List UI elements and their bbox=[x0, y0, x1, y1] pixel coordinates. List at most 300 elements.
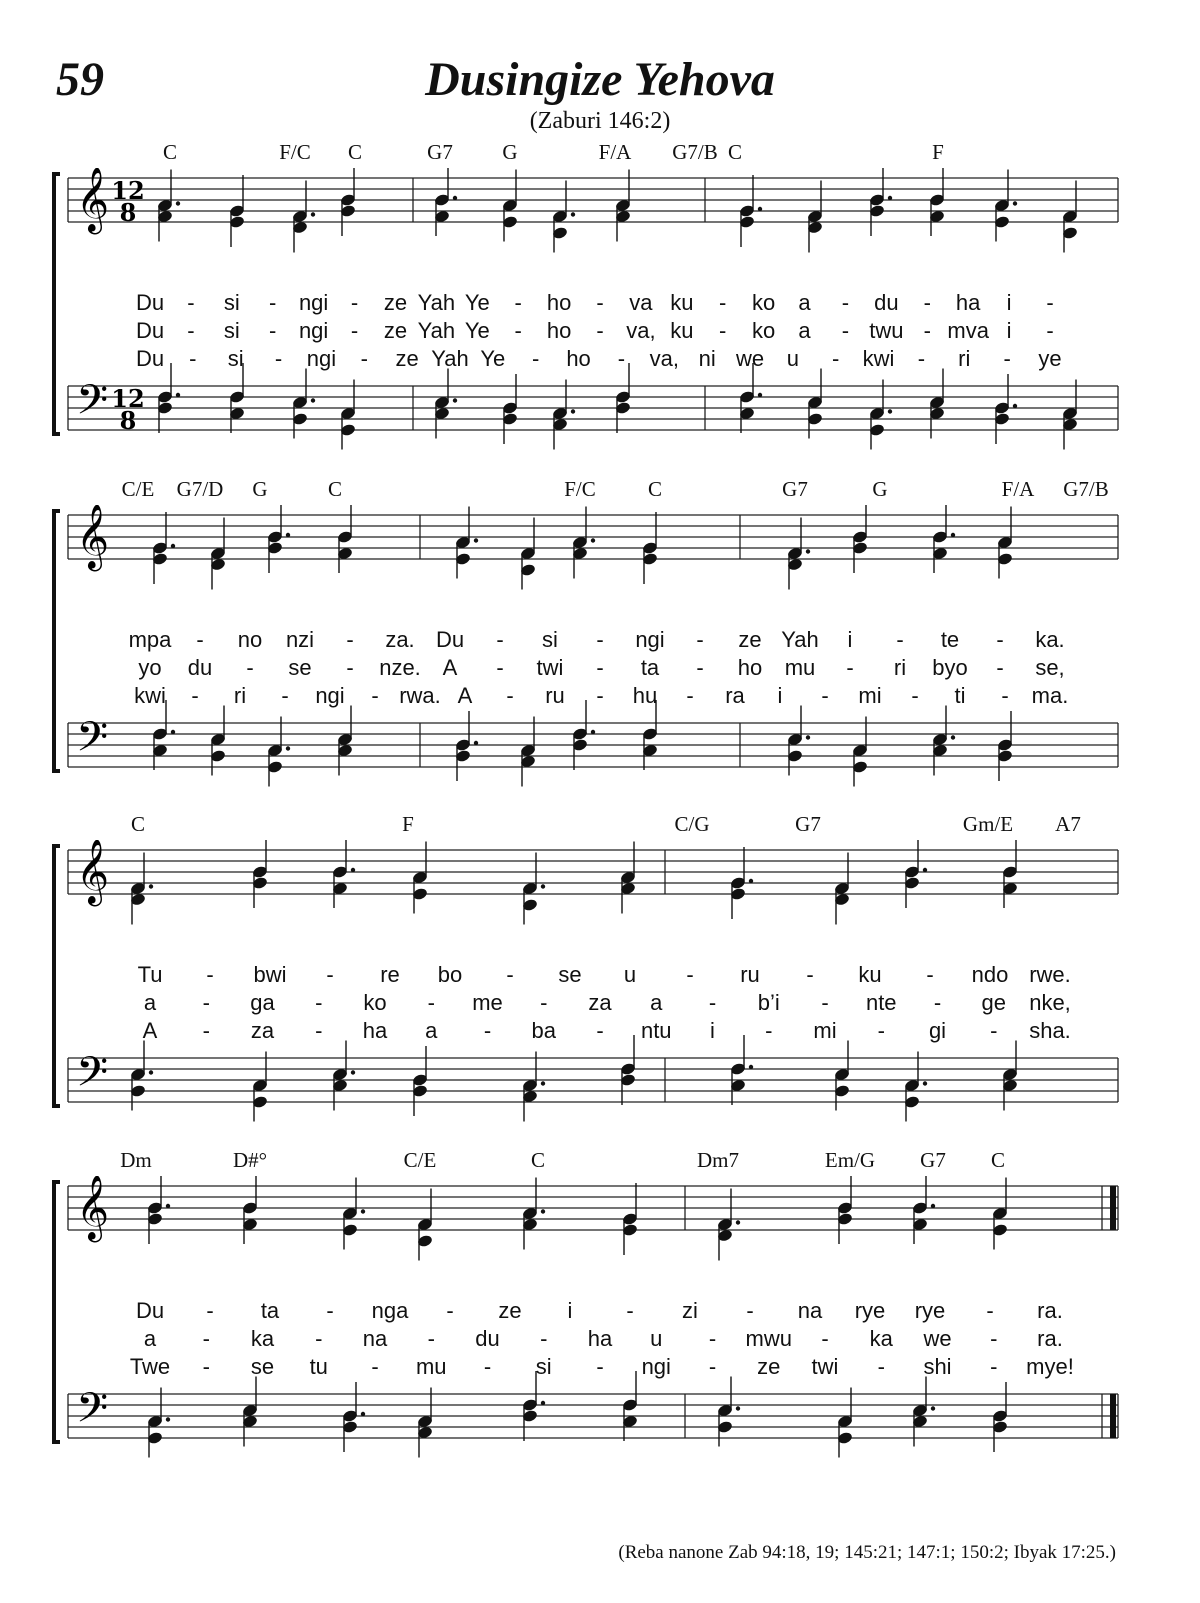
lyric-syllable: ko bbox=[752, 290, 776, 315]
bass-clef: 𝄢 bbox=[76, 1048, 109, 1106]
hyphen: - bbox=[877, 1354, 885, 1379]
chord-symbol: Gm/E bbox=[962, 812, 1014, 836]
lyric-syllable: Yah bbox=[431, 346, 469, 371]
lyric-syllable: ge bbox=[981, 990, 1006, 1015]
treble-clef: 𝄞 bbox=[76, 168, 110, 232]
hyphen: - bbox=[315, 1326, 323, 1351]
augmentation-dot bbox=[166, 1204, 170, 1208]
augmentation-dot bbox=[888, 196, 892, 200]
bass-clef: 𝄢 bbox=[76, 376, 109, 434]
hyphen: - bbox=[821, 683, 829, 708]
hyphen: - bbox=[923, 290, 931, 315]
hyphen: - bbox=[596, 683, 604, 708]
treble-clef: 𝄞 bbox=[76, 840, 110, 904]
lyric-syllable: u bbox=[623, 962, 637, 987]
lyric-syllable: ra. bbox=[1037, 1326, 1063, 1351]
lyric-syllable: sha. bbox=[1029, 1018, 1071, 1043]
hyphen: - bbox=[806, 962, 814, 987]
lyric-syllable: za. bbox=[385, 627, 415, 652]
hyphen: - bbox=[719, 318, 727, 343]
lyric-syllable: twu bbox=[869, 318, 904, 343]
augmentation-dot bbox=[1013, 404, 1017, 408]
hyphen: - bbox=[196, 627, 204, 652]
lyric-syllable: ri bbox=[233, 683, 247, 708]
hyphen: - bbox=[596, 318, 604, 343]
hyphen: - bbox=[923, 318, 931, 343]
augmentation-dot bbox=[1013, 201, 1017, 205]
lyric-syllable: va, bbox=[626, 318, 656, 343]
lyric-syllable: za bbox=[588, 990, 612, 1015]
lyric-syllable: ma. bbox=[1031, 683, 1069, 708]
chord-symbol: G bbox=[502, 140, 518, 164]
augmentation-dot bbox=[311, 212, 315, 216]
hyphen: - bbox=[877, 1018, 885, 1043]
time-signature-bottom: 8 bbox=[119, 198, 137, 227]
lyric-syllable: ze bbox=[738, 627, 762, 652]
chord-symbol: C bbox=[162, 140, 178, 164]
lyric-syllable: a bbox=[798, 318, 811, 343]
verse-line-3 bbox=[50, 1354, 1120, 1382]
lyric-syllable: Ye bbox=[480, 346, 506, 371]
lyric-syllable: mwu bbox=[745, 1326, 792, 1351]
lyric-syllable: re bbox=[380, 962, 400, 987]
hyphen: - bbox=[990, 1354, 998, 1379]
lyric-syllable: ze bbox=[498, 1298, 522, 1323]
chord-symbol: C bbox=[130, 812, 146, 836]
hyphen: - bbox=[933, 990, 942, 1015]
lyric-syllable: ze bbox=[383, 318, 408, 343]
hyphen: - bbox=[496, 627, 504, 652]
hyphen: - bbox=[483, 1354, 492, 1379]
hyphen: - bbox=[626, 1298, 634, 1323]
chord-symbol: G bbox=[252, 477, 268, 501]
chord-symbol: Dm7 bbox=[697, 1148, 739, 1172]
lyric-syllable: we bbox=[735, 346, 765, 371]
music-system-2 bbox=[50, 477, 1120, 807]
hyphen: - bbox=[506, 962, 514, 987]
lyric-syllable: mpa bbox=[128, 627, 172, 652]
verse-line-3 bbox=[50, 683, 1120, 711]
lyric-syllable: si bbox=[227, 346, 244, 371]
augmentation-dot bbox=[453, 398, 457, 402]
time-signature-bottom: 8 bbox=[119, 406, 137, 435]
lyric-syllable: rye bbox=[914, 1298, 946, 1323]
hyphen: - bbox=[427, 1326, 435, 1351]
chord-symbol: C bbox=[347, 140, 363, 164]
lyric-syllable: ka bbox=[869, 1326, 893, 1351]
hyphen: - bbox=[596, 627, 604, 652]
lyric-syllable: ngi bbox=[306, 346, 337, 371]
lyric-syllable: bo bbox=[437, 962, 463, 987]
augmentation-dot bbox=[931, 1204, 935, 1208]
hyphen: - bbox=[596, 1354, 604, 1379]
lyric-syllable: ngi bbox=[298, 318, 329, 343]
lyric-syllable: ngi bbox=[641, 1354, 671, 1379]
verse-line-3 bbox=[50, 346, 1120, 374]
lyric-syllable: ra. bbox=[1037, 1298, 1063, 1323]
augmentation-dot bbox=[176, 393, 180, 397]
hyphen: - bbox=[746, 1298, 754, 1323]
lyric-syllable: A bbox=[142, 1018, 158, 1043]
lyric-syllable: Twe bbox=[129, 1354, 171, 1379]
hyphen: - bbox=[596, 655, 604, 680]
augmentation-dot bbox=[951, 533, 955, 537]
augmentation-dot bbox=[286, 533, 290, 537]
hyphen: - bbox=[206, 962, 214, 987]
chord-symbol: G7 bbox=[782, 477, 808, 501]
lyric-syllable: ni bbox=[698, 346, 716, 371]
lyric-syllable: Du bbox=[135, 346, 165, 371]
hyphen: - bbox=[514, 290, 522, 315]
chord-symbol: C bbox=[647, 477, 663, 501]
lyric-syllable: du bbox=[874, 290, 899, 315]
lyric-syllable: Yah bbox=[781, 627, 819, 652]
hyphen: - bbox=[427, 990, 435, 1015]
hyphen: - bbox=[371, 683, 379, 708]
hyphen: - bbox=[765, 1018, 773, 1043]
lyric-syllable: si bbox=[223, 290, 240, 315]
hyphen: - bbox=[346, 627, 354, 652]
music-system-3 bbox=[50, 812, 1120, 1142]
hyphen: - bbox=[360, 346, 368, 371]
lyric-syllable: mye! bbox=[1026, 1354, 1074, 1379]
augmentation-dot bbox=[591, 730, 595, 734]
chord-symbol: G7 bbox=[920, 1148, 946, 1172]
hyphen: - bbox=[719, 290, 727, 315]
hyphen: - bbox=[496, 655, 504, 680]
lyric-syllable: ze bbox=[395, 346, 419, 371]
lyric-syllable: ku bbox=[670, 318, 694, 343]
lyric-syllable: i bbox=[847, 627, 853, 652]
lyric-syllable: ho bbox=[546, 290, 572, 315]
hyphen: - bbox=[1046, 290, 1054, 315]
lyric-syllable: Ye bbox=[464, 318, 490, 343]
augmentation-dot bbox=[171, 544, 175, 548]
augmentation-dot bbox=[361, 1209, 365, 1213]
augmentation-dot bbox=[591, 538, 595, 542]
augmentation-dot bbox=[453, 196, 457, 200]
lyric-syllable: ku bbox=[858, 962, 882, 987]
augmentation-dot bbox=[923, 868, 927, 872]
augmentation-dot bbox=[171, 730, 175, 734]
lyric-syllable: mi bbox=[858, 683, 882, 708]
lyric-syllable: ku bbox=[670, 290, 694, 315]
lyric-syllable: te bbox=[940, 627, 960, 652]
lyric-syllable: i bbox=[710, 1018, 715, 1043]
lyric-syllable: ko bbox=[363, 990, 387, 1015]
chord-symbol: C/E bbox=[403, 1148, 437, 1172]
hyphen: - bbox=[686, 962, 694, 987]
augmentation-dot bbox=[749, 1065, 753, 1069]
lyric-syllable: se bbox=[250, 1354, 275, 1379]
lyric-syllable: za bbox=[250, 1018, 275, 1043]
music-system-1 bbox=[50, 140, 1120, 470]
lyric-syllable: ha bbox=[587, 1326, 613, 1351]
chord-symbol: G7/B bbox=[1063, 477, 1109, 501]
hyphen: - bbox=[617, 346, 626, 371]
hyphen: - bbox=[841, 318, 850, 343]
lyric-syllable: Yah bbox=[417, 318, 456, 343]
lyric-syllable: A bbox=[457, 683, 473, 708]
lyric-syllable: du bbox=[475, 1326, 500, 1351]
augmentation-dot bbox=[311, 398, 315, 402]
augmentation-dot bbox=[361, 1412, 365, 1416]
chord-symbol: C/G bbox=[674, 812, 710, 836]
lyric-syllable: ndo bbox=[971, 962, 1009, 987]
hyphen: - bbox=[990, 1326, 998, 1351]
hyphen: - bbox=[821, 1326, 829, 1351]
lyric-syllable: nga bbox=[371, 1298, 409, 1323]
hyphen: - bbox=[696, 627, 704, 652]
lyric-syllable: na bbox=[362, 1326, 388, 1351]
lyric-syllable: a bbox=[143, 990, 157, 1015]
augmentation-dot bbox=[951, 735, 955, 739]
hyphen: - bbox=[506, 683, 514, 708]
hyphen: - bbox=[708, 1354, 717, 1379]
lyric-syllable: Du bbox=[135, 1298, 165, 1323]
chord-symbol: G7 bbox=[795, 812, 821, 836]
lyric-syllable: ho bbox=[566, 346, 591, 371]
verse-line-1 bbox=[50, 962, 1120, 990]
hyphen: - bbox=[202, 990, 210, 1015]
lyric-syllable: kwi bbox=[134, 683, 166, 708]
chord-row bbox=[50, 477, 1120, 507]
chord-symbol: C bbox=[990, 1148, 1006, 1172]
verse-line-3 bbox=[50, 1018, 1120, 1046]
lyric-syllable: ye bbox=[1038, 346, 1062, 371]
lyric-syllable: ko bbox=[752, 318, 776, 343]
hyphen: - bbox=[596, 290, 604, 315]
lyric-syllable: u bbox=[650, 1326, 663, 1351]
lyric-syllable: ga bbox=[250, 990, 275, 1015]
chord-symbol: F/C bbox=[279, 140, 311, 164]
hyphen: - bbox=[350, 290, 359, 315]
chord-symbol: F bbox=[932, 140, 944, 164]
chord-row bbox=[50, 812, 1120, 842]
augmentation-dot bbox=[736, 1406, 740, 1410]
hyphen: - bbox=[202, 1354, 210, 1379]
lyric-syllable: va, bbox=[649, 346, 679, 371]
lyric-syllable: si bbox=[535, 1354, 552, 1379]
chord-symbol: F/C bbox=[564, 477, 596, 501]
hyphen: - bbox=[187, 290, 195, 315]
hyphen: - bbox=[246, 655, 254, 680]
lyric-syllable: mva bbox=[947, 318, 989, 343]
lyric-syllable: ra bbox=[725, 683, 745, 708]
hyphen: - bbox=[1003, 346, 1011, 371]
lyric-syllable: shi bbox=[923, 1354, 952, 1379]
hyphen: - bbox=[191, 683, 199, 708]
augmentation-dot bbox=[474, 538, 478, 542]
verse-line-2 bbox=[50, 318, 1120, 346]
lyric-syllable: ho bbox=[737, 655, 763, 680]
augmentation-dot bbox=[149, 884, 153, 888]
hyphen: - bbox=[540, 1326, 548, 1351]
lyric-syllable: rwe. bbox=[1029, 962, 1071, 987]
lyric-syllable: ta bbox=[260, 1298, 280, 1323]
lyric-syllable: a bbox=[143, 1326, 157, 1351]
lyric-syllable: ru bbox=[740, 962, 760, 987]
hyphen: - bbox=[926, 962, 934, 987]
hyphen: - bbox=[821, 990, 829, 1015]
lyric-syllable: nze. bbox=[379, 655, 421, 680]
lyric-syllable: zi bbox=[682, 1298, 698, 1323]
lyric-syllable: ha bbox=[362, 1018, 388, 1043]
lyric-syllable: si bbox=[223, 318, 240, 343]
lyric-syllable: se, bbox=[1035, 655, 1065, 680]
song-number: 59 bbox=[56, 53, 104, 106]
lyric-syllable: tu bbox=[309, 1354, 328, 1379]
lyric-syllable: a bbox=[798, 290, 811, 315]
augmentation-dot bbox=[806, 549, 810, 553]
lyric-syllable: va bbox=[629, 290, 653, 315]
time-signature-top: 12 bbox=[111, 384, 145, 413]
augmentation-dot bbox=[351, 868, 355, 872]
chord-symbol: C bbox=[530, 1148, 546, 1172]
augmentation-dot bbox=[474, 741, 478, 745]
hyphen: - bbox=[281, 683, 289, 708]
lyric-syllable: twi bbox=[811, 1354, 839, 1379]
hyphen: - bbox=[686, 683, 694, 708]
verse-line-1 bbox=[50, 627, 1120, 655]
treble-clef: 𝄞 bbox=[76, 505, 110, 569]
lyric-syllable: we bbox=[923, 1326, 952, 1351]
chord-symbol: C bbox=[327, 477, 343, 501]
lyric-syllable: se bbox=[288, 655, 312, 680]
treble-clef: 𝄞 bbox=[76, 1176, 110, 1240]
lyric-syllable: me bbox=[472, 990, 503, 1015]
augmentation-dot bbox=[806, 735, 810, 739]
lyric-syllable: nke, bbox=[1029, 990, 1071, 1015]
hyphen: - bbox=[596, 1018, 604, 1043]
lyric-syllable: i bbox=[1006, 290, 1012, 315]
lyric-syllable: ha bbox=[955, 290, 981, 315]
scripture-reference: (Zaburi 146:2) bbox=[529, 108, 671, 134]
lyric-syllable: ba bbox=[531, 1018, 556, 1043]
hyphen: - bbox=[832, 346, 840, 371]
hyphen: - bbox=[696, 655, 704, 680]
lyric-syllable: i bbox=[777, 683, 783, 708]
lyric-syllable: ka. bbox=[1035, 627, 1065, 652]
augmentation-dot bbox=[541, 1209, 545, 1213]
hyphen: - bbox=[202, 1018, 210, 1043]
lyric-syllable: ze bbox=[383, 290, 408, 315]
lyric-syllable: i bbox=[1006, 318, 1012, 343]
chord-symbol: G bbox=[872, 477, 888, 501]
hyphen: - bbox=[540, 990, 548, 1015]
lyric-syllable: Ye bbox=[464, 290, 490, 315]
lyric-syllable: se bbox=[558, 962, 582, 987]
verse-line-2 bbox=[50, 655, 1120, 683]
augmentation-dot bbox=[571, 212, 575, 216]
lyric-syllable: ri bbox=[958, 346, 971, 371]
hyphen: - bbox=[189, 346, 197, 371]
lyric-syllable: Tu bbox=[137, 962, 163, 987]
lyric-syllable: mu bbox=[415, 1354, 447, 1379]
lyric-syllable: nte bbox=[865, 990, 897, 1015]
hyphen: - bbox=[269, 290, 277, 315]
hyphen: - bbox=[896, 627, 904, 652]
hyphen: - bbox=[446, 1298, 454, 1323]
lyric-syllable: i bbox=[567, 1298, 573, 1323]
chord-symbol: Dm bbox=[120, 1148, 152, 1172]
lyric-syllable: Du bbox=[135, 318, 165, 343]
chord-symbol: Em/G bbox=[824, 1148, 876, 1172]
hyphen: - bbox=[917, 346, 926, 371]
augmentation-dot bbox=[541, 884, 545, 888]
music-system-4 bbox=[50, 1148, 1120, 1478]
augmentation-dot bbox=[351, 1070, 355, 1074]
lyric-syllable: ngi bbox=[635, 627, 665, 652]
lyric-syllable: ri bbox=[893, 655, 907, 680]
final-barline bbox=[1110, 1394, 1116, 1438]
lyric-syllable: byo bbox=[932, 655, 968, 680]
augmentation-dot bbox=[931, 1406, 935, 1410]
lyric-syllable: yo bbox=[138, 655, 162, 680]
hyphen: - bbox=[911, 683, 919, 708]
augmentation-dot bbox=[758, 207, 762, 211]
hyphen: - bbox=[202, 1326, 210, 1351]
lyric-syllable: A bbox=[442, 655, 458, 680]
lyric-syllable: rye bbox=[854, 1298, 886, 1323]
lyric-syllable: hu bbox=[632, 683, 658, 708]
augmentation-dot bbox=[571, 409, 575, 413]
time-signature-top: 12 bbox=[111, 176, 145, 205]
chord-symbol: F bbox=[402, 812, 414, 836]
chord-symbol: A7 bbox=[1055, 812, 1081, 836]
verse-line-1 bbox=[50, 290, 1120, 318]
hyphen: - bbox=[206, 1298, 214, 1323]
lyric-syllable: Du bbox=[135, 290, 165, 315]
hyphen: - bbox=[986, 1298, 994, 1323]
augmentation-dot bbox=[541, 1081, 545, 1085]
lyric-syllable: ho bbox=[546, 318, 572, 343]
lyric-syllable: b’i bbox=[757, 990, 780, 1015]
chord-symbol: F/A bbox=[1001, 477, 1035, 501]
lyric-syllable: twi bbox=[536, 655, 564, 680]
hyphen: - bbox=[708, 990, 717, 1015]
lyric-syllable: bwi bbox=[253, 962, 287, 987]
chord-symbol: D#° bbox=[232, 1148, 268, 1172]
chord-symbol: G7 bbox=[427, 140, 453, 164]
final-barline bbox=[1110, 1186, 1116, 1230]
verse-line-2 bbox=[50, 1326, 1120, 1354]
augmentation-dot bbox=[923, 1081, 927, 1085]
lyric-syllable: gi bbox=[928, 1018, 947, 1043]
hyphen: - bbox=[996, 627, 1004, 652]
hyphen: - bbox=[841, 290, 850, 315]
lyric-syllable: ngi bbox=[298, 290, 329, 315]
lyric-syllable: ta bbox=[640, 655, 660, 680]
lyric-syllable: ntu bbox=[640, 1018, 672, 1043]
hyphen: - bbox=[846, 655, 854, 680]
lyric-syllable: si bbox=[542, 627, 558, 652]
verse-line-1 bbox=[50, 1298, 1120, 1326]
bass-clef: 𝄢 bbox=[76, 713, 109, 771]
lyric-syllable: ka bbox=[250, 1326, 275, 1351]
hyphen: - bbox=[326, 962, 334, 987]
chord-symbol: G7/B bbox=[672, 140, 718, 164]
hyphen: - bbox=[274, 346, 283, 371]
augmentation-dot bbox=[176, 201, 180, 205]
lyric-syllable: Yah bbox=[417, 290, 456, 315]
lyric-syllable: Du bbox=[435, 627, 465, 652]
chord-row bbox=[50, 140, 1120, 170]
hyphen: - bbox=[269, 318, 277, 343]
augmentation-dot bbox=[541, 1401, 545, 1405]
lyric-syllable: u bbox=[786, 346, 799, 371]
lyric-syllable: a bbox=[650, 990, 663, 1015]
